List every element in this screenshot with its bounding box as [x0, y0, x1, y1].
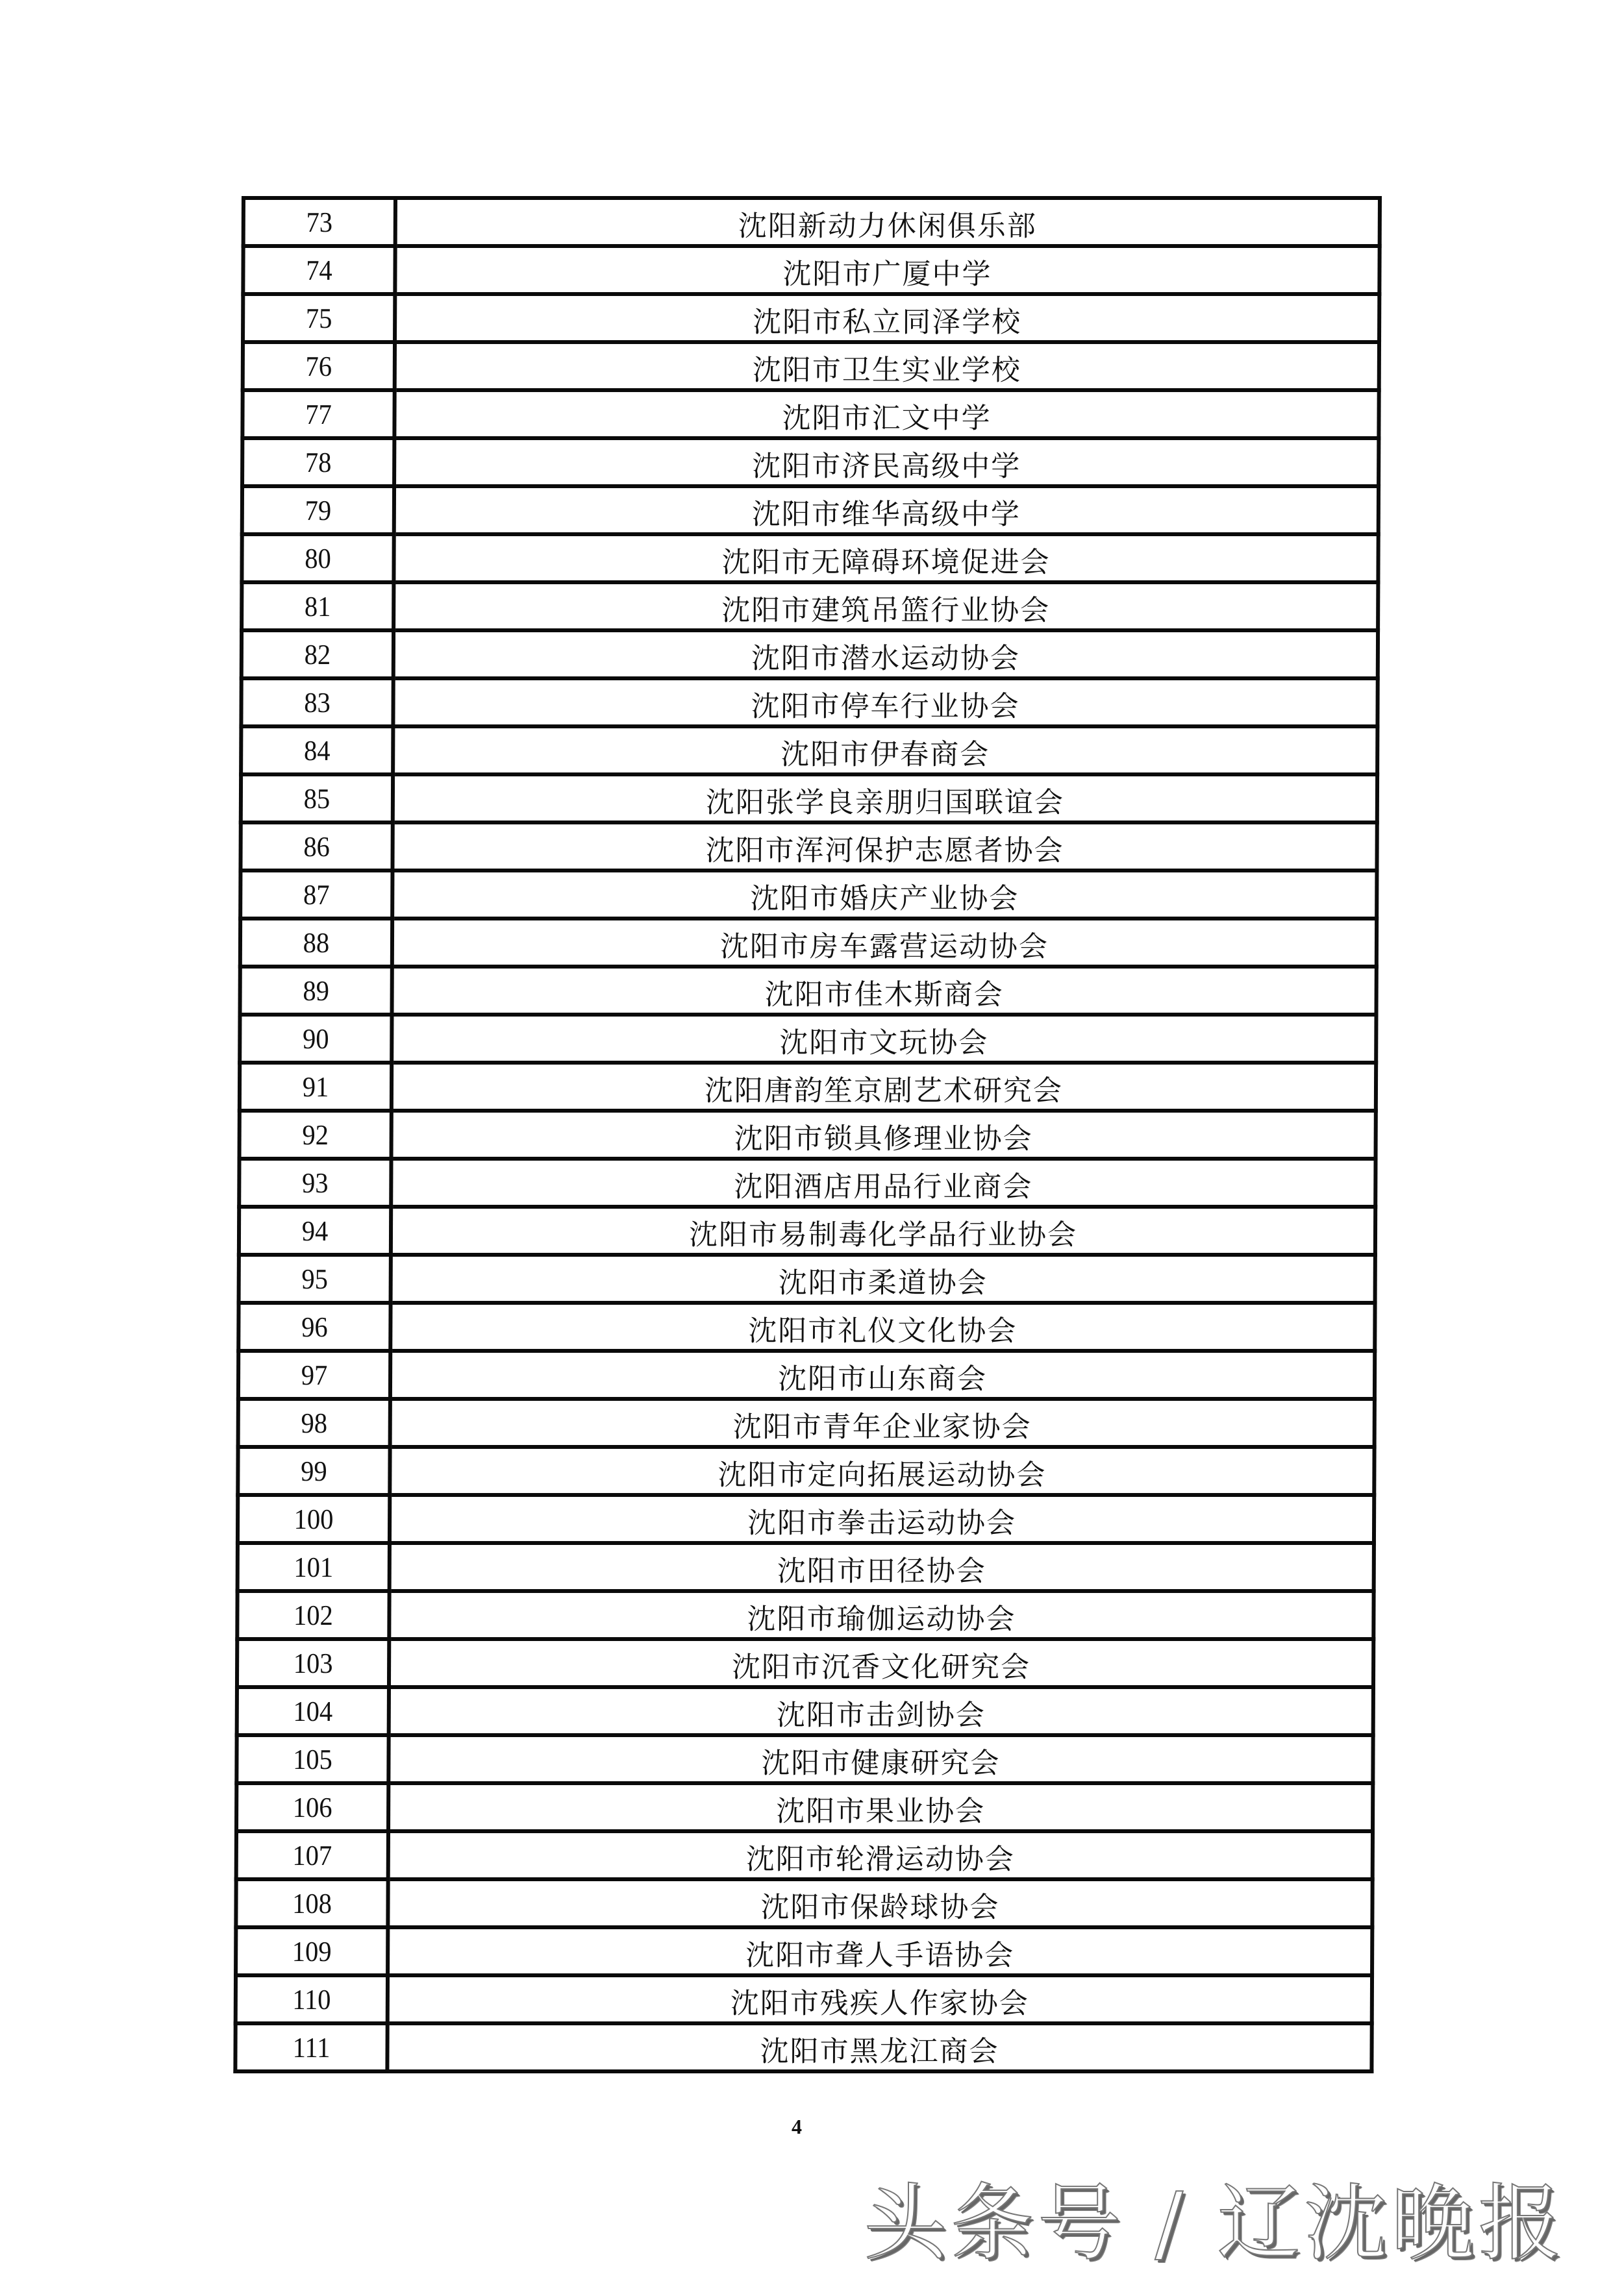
table-row — [242, 582, 1378, 630]
row-number: 87 — [247, 870, 387, 919]
organization-name: 沈阳市拳击运动协会 — [390, 1495, 1374, 1543]
row-number: 79 — [248, 486, 388, 534]
table-row — [239, 1159, 1375, 1207]
table-row — [241, 726, 1377, 774]
organization-name: 沈阳市无障碍环境促进会 — [393, 534, 1378, 582]
table-row — [242, 630, 1378, 678]
table-row — [240, 1015, 1376, 1063]
row-number: 73 — [249, 198, 390, 246]
table-row — [242, 438, 1379, 486]
table-row — [241, 678, 1377, 726]
organization-name: 沈阳市文玩协会 — [392, 1015, 1376, 1063]
organization-name: 沈阳市浑河保护志愿者协会 — [392, 822, 1377, 870]
row-number: 78 — [248, 438, 388, 486]
row-number: 105 — [243, 1735, 383, 1783]
table-row — [239, 1255, 1375, 1303]
table-row — [241, 774, 1377, 822]
organization-name: 沈阳市瑜伽运动协会 — [389, 1591, 1373, 1639]
organization-name: 沈阳市黑龙江商会 — [387, 2023, 1371, 2071]
row-number: 107 — [242, 1831, 382, 1879]
table-row — [240, 967, 1376, 1015]
organization-name: 沈阳市伊春商会 — [393, 726, 1377, 774]
row-number: 110 — [242, 1975, 382, 2023]
organization-name: 沈阳新动力休闲俱乐部 — [395, 198, 1380, 246]
organization-name: 沈阳市青年企业家协会 — [390, 1399, 1375, 1447]
table-row — [237, 1687, 1373, 1735]
organization-name: 沈阳市礼仪文化协会 — [390, 1303, 1375, 1351]
row-number: 77 — [249, 390, 389, 438]
row-number: 88 — [246, 919, 386, 967]
table-row — [235, 2023, 1371, 2071]
row-number: 100 — [244, 1495, 384, 1543]
row-number: 111 — [242, 2023, 382, 2071]
table-row — [236, 1879, 1372, 1927]
table-row — [237, 1639, 1373, 1687]
row-number: 106 — [242, 1783, 382, 1831]
organization-name: 沈阳市残疾人作家协会 — [388, 1975, 1372, 2023]
table-row — [243, 294, 1379, 342]
row-number: 96 — [245, 1303, 385, 1351]
organization-name: 沈阳市卫生实业学校 — [395, 342, 1379, 390]
table-row — [240, 1111, 1376, 1159]
table-row — [243, 246, 1379, 294]
organization-name: 沈阳市私立同泽学校 — [395, 294, 1379, 342]
organization-name: 沈阳市保龄球协会 — [388, 1879, 1372, 1927]
row-number: 95 — [245, 1255, 385, 1303]
table-row — [238, 1495, 1374, 1543]
row-number: 99 — [244, 1447, 384, 1495]
organization-name: 沈阳唐韵笙京剧艺术研究会 — [392, 1063, 1376, 1111]
row-number: 89 — [246, 967, 386, 1015]
organization-name: 沈阳市济民高级中学 — [394, 438, 1379, 486]
table-row — [240, 870, 1377, 919]
table-row — [240, 1063, 1376, 1111]
table-row — [237, 1591, 1373, 1639]
row-number: 91 — [245, 1063, 386, 1111]
table-row — [238, 1543, 1374, 1591]
table-row — [242, 486, 1379, 534]
table-row — [239, 1207, 1375, 1255]
row-number: 97 — [244, 1351, 384, 1399]
row-number: 75 — [249, 294, 389, 342]
table-row — [236, 1735, 1373, 1783]
row-number: 86 — [247, 822, 387, 870]
organization-name: 沈阳市击剑协会 — [389, 1687, 1373, 1735]
row-number: 80 — [248, 534, 388, 582]
row-number: 76 — [249, 342, 389, 390]
organization-name: 沈阳市易制毒化学品行业协会 — [391, 1207, 1375, 1255]
organization-name: 沈阳市定向拓展运动协会 — [390, 1447, 1374, 1495]
row-number: 81 — [247, 582, 388, 630]
row-number: 90 — [246, 1015, 386, 1063]
row-number: 83 — [247, 678, 388, 726]
organization-name: 沈阳市婚庆产业协会 — [392, 870, 1377, 919]
table-row — [240, 919, 1377, 967]
organization-name: 沈阳市广厦中学 — [395, 246, 1379, 294]
row-number: 109 — [242, 1927, 382, 1975]
row-number: 85 — [247, 774, 387, 822]
row-number: 94 — [245, 1207, 385, 1255]
row-number: 102 — [244, 1591, 384, 1639]
organization-name: 沈阳市停车行业协会 — [393, 678, 1377, 726]
organization-name: 沈阳市柔道协会 — [391, 1255, 1375, 1303]
row-number: 104 — [243, 1687, 383, 1735]
organization-name: 沈阳市房车露营运动协会 — [392, 919, 1377, 967]
table-row — [238, 1303, 1375, 1351]
organization-list-table — [233, 196, 1382, 2073]
row-number: 74 — [249, 246, 390, 294]
organization-name: 沈阳市果业协会 — [388, 1783, 1373, 1831]
organization-name: 沈阳市汇文中学 — [394, 390, 1379, 438]
table-row — [244, 198, 1380, 246]
row-number: 98 — [244, 1399, 384, 1447]
table-body — [235, 198, 1380, 2071]
watermark: 头条号 / 辽沈晚报 — [864, 2175, 1566, 2272]
organization-name: 沈阳张学良亲朋归国联谊会 — [393, 774, 1377, 822]
table-row — [242, 390, 1379, 438]
organization-name: 沈阳市建筑吊篮行业协会 — [393, 582, 1378, 630]
table-row — [236, 1927, 1372, 1975]
organization-name: 沈阳市锁具修理业协会 — [392, 1111, 1376, 1159]
page-number: 4 — [792, 2115, 802, 2138]
table-row — [238, 1447, 1374, 1495]
organization-name: 沈阳市沉香文化研究会 — [389, 1639, 1373, 1687]
organization-name: 沈阳市健康研究会 — [388, 1735, 1373, 1783]
row-number: 101 — [244, 1543, 384, 1591]
organization-name: 沈阳市田径协会 — [390, 1543, 1374, 1591]
organization-name: 沈阳酒店用品行业商会 — [391, 1159, 1375, 1207]
table-row — [236, 1831, 1373, 1879]
row-number: 103 — [243, 1639, 383, 1687]
organization-name: 沈阳市轮滑运动协会 — [388, 1831, 1373, 1879]
organization-name: 沈阳市山东商会 — [390, 1351, 1375, 1399]
table-row — [242, 534, 1378, 582]
row-number: 84 — [247, 726, 387, 774]
organization-name: 沈阳市佳木斯商会 — [392, 967, 1376, 1015]
row-number: 108 — [242, 1879, 382, 1927]
organization-name: 沈阳市潜水运动协会 — [393, 630, 1378, 678]
table-row — [243, 342, 1379, 390]
table-row — [240, 822, 1377, 870]
row-number: 92 — [245, 1111, 386, 1159]
table-row — [238, 1399, 1375, 1447]
row-number: 82 — [247, 630, 388, 678]
organization-name: 沈阳市聋人手语协会 — [388, 1927, 1372, 1975]
table-row — [236, 1783, 1373, 1831]
table-row — [238, 1351, 1375, 1399]
table-row — [236, 1975, 1372, 2023]
row-number: 93 — [245, 1159, 386, 1207]
organization-name: 沈阳市维华高级中学 — [394, 486, 1379, 534]
